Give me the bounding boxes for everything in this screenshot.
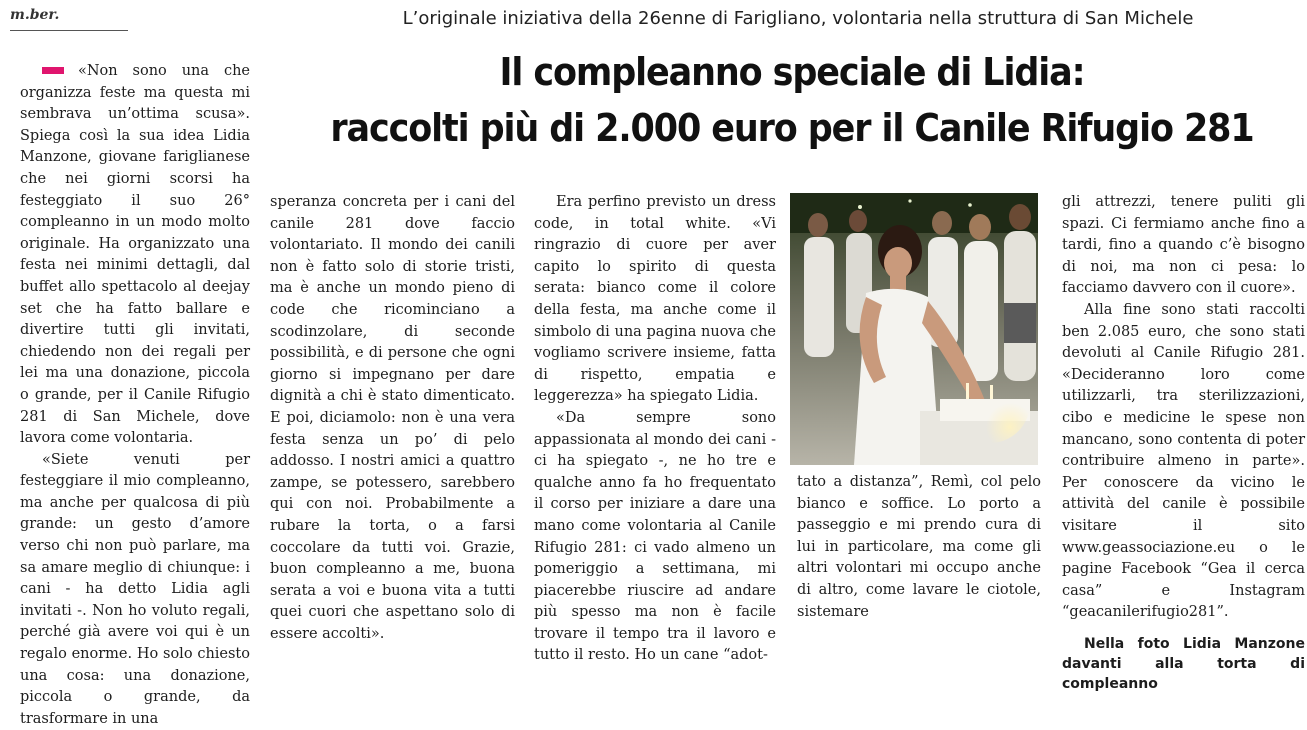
section-marker-icon xyxy=(42,67,64,74)
byline-divider xyxy=(10,30,128,31)
column-2 xyxy=(270,192,515,645)
paragraph-text: «Non sono una che organizza feste ma questa mi sembrava un’ottima scusa». Spiega così la sua idea Lidia Manzone, giovane fariglianese che nei giorni scorsi ha festeggiato il suo 26° compleanno in un modo molto originale. Ha organizzato una festa nei minimi dettagli, dal buffet allo spettacolo al deejay set che ha fatto ballare e divertire tutti gli invitati, chiedendo non dei regali per lei ma una donazione, piccola o grande, per il Canile Rifugio 281 di San Michele, dove lavora come volontaria. xyxy=(20,63,250,447)
paragraph: tato a distanza”, Remì, col pelo bianco e soffice. Lo porto a passeggio e mi prendo cura di lui in particolare, ma come gli altri volontari mi occupo anche di altro, come lavare le ciotole, sistemare xyxy=(797,474,1041,620)
paragraph: gli attrezzi, tenere puliti gli spazi. Ci fermiamo anche fino a tardi, fino a quando c’è bisogno di noi, ma non ci pesa: lo facciamo davvero con il cuore». xyxy=(1062,194,1305,297)
column-1 xyxy=(20,61,250,730)
paragraph: speranza concreta per i cani del canile 281 dove faccio volontariato. Il mondo dei canili non è fatto solo di storie tristi, ma è anche un mondo pieno di code che ricominciano a scodinzolare, di seconde possibilità, e di persone che ogni giorno si impegnano per dare dignità a chi è stato dimenticato. E poi, diciamolo: non è una vera festa senza un po’ di pelo addosso. I nostri amici a quattro zampe, se potessero, sarebbero qui con noi. Probabilmente a rubare la torta, o a farsi coccolare da tutti voi. Grazie, buon compleanno a me, buona serata a voi e buona vita a tutti quei cuori che aspettano solo di essere accolti». xyxy=(270,194,515,642)
headline-line-1: Il compleanno speciale di Lidia: xyxy=(499,50,1085,94)
paragraph: «Da sempre sono appassionata al mondo dei cani - ci ha spiegato -, ne ho tre e qualche anno fa ho frequentato il corso per iniziare a dare una mano come volontaria al Canile Rifugio 281: ci vado almeno un pomeriggio a settimana, mi piacerebbe riuscire ad andare più spesso ma non è facile trovare il tempo tra il lavoro e tutto il resto. Ho un cane “adot- xyxy=(534,409,776,664)
article-photo xyxy=(790,193,1038,465)
article-headline xyxy=(325,44,1260,156)
paragraph: Era perfino previsto un dress code, in total white. «Vi ringrazio di cuore per aver capito lo spirito di questa serata: bianco come il colore della festa, ma anche come il simbolo di una pagina nuova che vogliamo scrivere insieme, fatta di rispetto, empatia e leggerezza» ha spiegato Lidia. xyxy=(534,194,776,405)
column-3 xyxy=(534,192,776,667)
photo-caption: Nella foto Lidia Manzone davanti alla torta di compleanno xyxy=(1062,635,1305,692)
column-5 xyxy=(1062,192,1305,694)
paragraph: «Siete venuti per festeggiare il mio compleanno, ma anche per qualcosa di più grande: un gesto d’amore verso chi non può parlare, ma sa amare meglio di chiunque: i cani - ha detto Lidia agli invitati -. Non ho voluto regali, perché già avere voi qui è un regalo enorme. Ho solo chiesto una cosa: una donazione, piccola o grande, da trasformare in una xyxy=(20,451,250,727)
author-byline: m.ber. xyxy=(10,7,60,23)
paragraph: Alla fine sono stati raccolti ben 2.085 euro, che sono stati devoluti al Canile Rifugio 281. «Decideranno loro come utilizzarli, tra sterilizzazioni, cibo e medicine le spese non mancano, sono contenta di poter contribuire almeno in parte». Per conoscere da vicino le attività del canile è possibile visitare il sito www.geassociazione.eu o le pagine Facebook “Gea il cerca casa” e Instagram “geacanilerifugio281”. xyxy=(1062,301,1305,621)
column-4 xyxy=(797,472,1041,623)
paragraph xyxy=(20,61,250,450)
article-kicker: L’originale iniziativa della 26enne di Farigliano, volontaria nella struttura di San Michele xyxy=(402,8,1194,29)
headline-line-2: raccolti più di 2.000 euro per il Canile Rifugio 281 xyxy=(330,106,1254,150)
photo-lidia-with-cake xyxy=(790,193,1038,465)
